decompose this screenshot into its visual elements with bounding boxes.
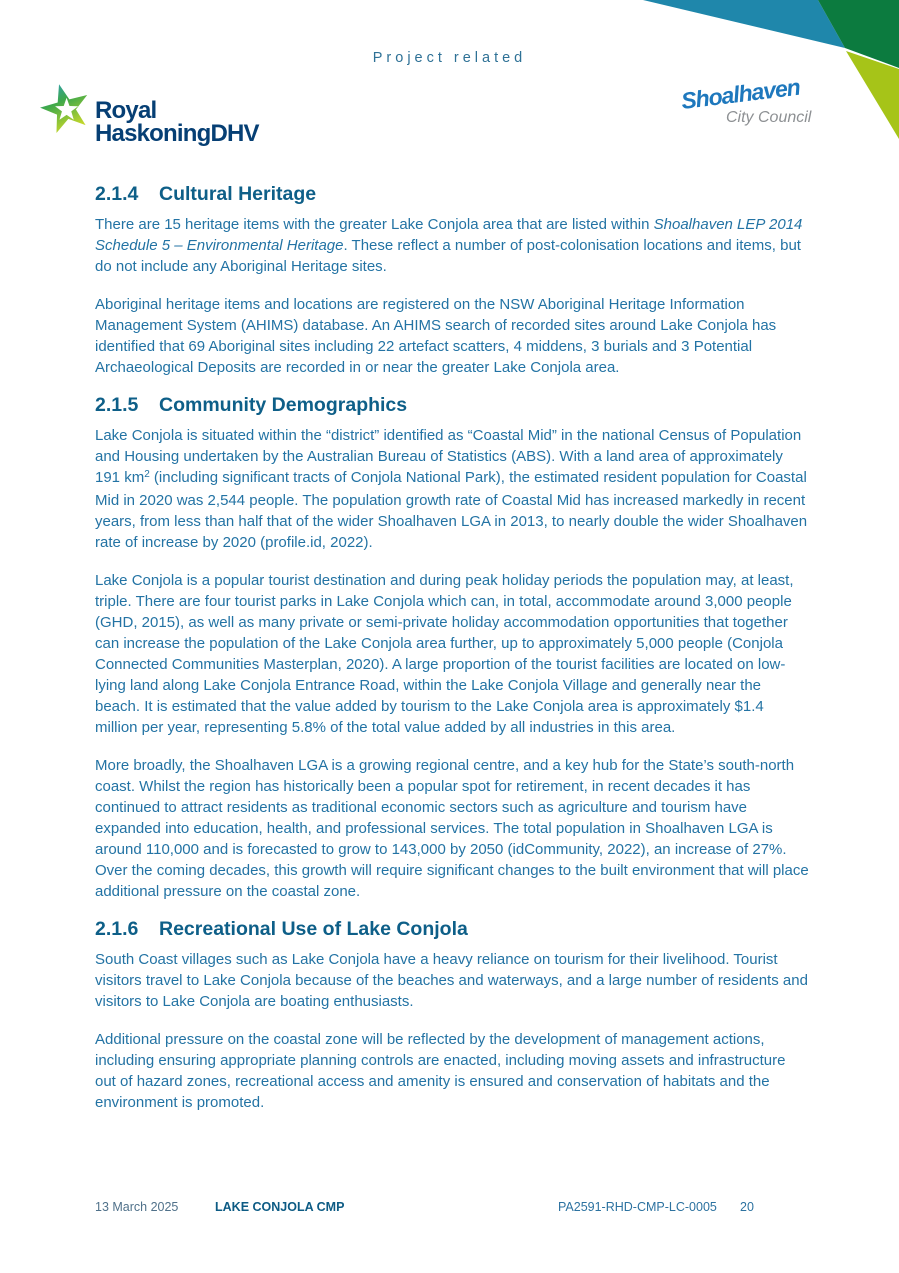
section-heading (95, 395, 809, 416)
section-title: Cultural Heritage (159, 183, 317, 205)
section-heading (95, 184, 809, 205)
body-text: There are 15 heritage items with the greater Lake Conjola area that are listed within (95, 216, 654, 233)
body-text: Lake Conjola is a popular tourist destination and during peak holiday periods the population may, at least, triple. There are four tourist parks in Lake Conjola which can, in total, accommodate around 3,000 people (GHD, 2015), as well as many private or semi-private holiday accommodation opportunities that together can increase the population of the Lake Conjola area further, up to approximately 5,000 people (Conjola Connected Communities Masterplan, 2020). A large proportion of the tourist facilities are located on low-lying land along Lake Conjola Entrance Road, within the Lake Conjola Village and generally near the beach. It is estimated that the value added by tourism to the Lake Conjola area is approximately $1.4 million per year, representing 5.8% of the total value added by all industries in this area. (95, 572, 794, 736)
rhdhv-logo-line1: Royal (95, 97, 157, 124)
paragraph (95, 294, 809, 378)
document-body (95, 184, 809, 1130)
footer-page-number: 20 (740, 1200, 754, 1214)
rhdhv-logo-line2: HaskoningDHV (95, 120, 259, 147)
footer-doc-ref: PA2591-RHD-CMP-LC-0005 (558, 1200, 717, 1214)
section-number: 2.1.5 (95, 394, 139, 416)
paragraph (95, 570, 809, 738)
header-project-related: Project related (372, 50, 527, 66)
section-heading (95, 919, 809, 940)
paragraph (95, 214, 809, 277)
footer-date: 13 March 2025 (95, 1200, 179, 1214)
corner-teal-triangle (643, 0, 845, 48)
body-text: More broadly, the Shoalhaven LGA is a growing regional centre, and a key hub for the State’s south-north coast. Whilst the region has historically been a popular spot for retirement, in recent decades it has continued to attract residents as traditional economic sectors such as agriculture and tourism have expanded into education, health, and professional services. The total population in Shoalhaven LGA is around 110,000 and is forecasted to grow to 143,000 by 2050 (idCommunity, 2022), an increase of 27%. Over the coming decades, this growth will require significant changes to the built environment that will place additional pressure on the coastal zone. (95, 757, 809, 900)
body-text: (including significant tracts of Conjola National Park), the estimated resident population for Coastal Mid in 2020 was 2,544 people. The population growth rate of Coastal Mid has increased markedly in recent years, from less than half that of the wider Shoalhaven LGA in 2013, to nearly double the wider Shoalhaven rate of increase by 2020 (profile.id, 2022). (95, 469, 808, 551)
section-title: Recreational Use of Lake Conjola (159, 918, 468, 940)
shoalhaven-city-council-logo (679, 73, 833, 138)
body-text: Aboriginal heritage items and locations are registered on the NSW Aboriginal Heritage Information Management System (AHIMS) database. An AHIMS search of recorded sites around Lake Conjola has identified that 69 Aboriginal sites including 22 artefact scatters, 4 middens, 3 burials and 3 Potential Archaeological Deposits are recorded in or near the greater Lake Conjola area. (95, 296, 777, 376)
section-number: 2.1.4 (95, 183, 139, 205)
page-footer (0, 1200, 899, 1218)
section-title: Community Demographics (159, 394, 408, 416)
italic-text: Shoalhaven LEP 2014 Schedule 5 – Environmental Heritage (95, 216, 803, 254)
paragraph (95, 949, 809, 1012)
body-text: South Coast villages such as Lake Conjola have a heavy reliance on tourism for their livelihood. Tourist visitors travel to Lake Conjola because of the beaches and waterways, and a large number of residents and visitors to Lake Conjola are boating enthusiasts. (95, 951, 808, 1010)
body-text: Additional pressure on the coastal zone will be reflected by the development of management actions, including ensuring appropriate planning controls are enacted, including moving assets and infrastructure out of hazard zones, recreational access and amenity is ensured and conservation of habitats and the environment is promoted. (95, 1031, 786, 1111)
body-text: Lake Conjola is situated within the “district” identified as “Coastal Mid” in the national Census of Population and Housing undertaken by the Australian Bureau of Statistics (ABS). With a land area of approximately 191 km (95, 427, 802, 486)
shoalhaven-logo-subtext: City Council (726, 109, 812, 126)
paragraph (95, 755, 809, 902)
superscript-text: 2 (144, 469, 150, 480)
paragraph (95, 425, 809, 553)
rhdhv-logo-text (95, 99, 259, 145)
rhdhv-star-icon (40, 66, 96, 152)
footer-doc-title: LAKE CONJOLA CMP (215, 1200, 345, 1214)
section-number: 2.1.6 (95, 918, 139, 940)
royal-haskoningdhv-logo (40, 66, 270, 156)
paragraph (95, 1029, 809, 1113)
shoalhaven-logo-script: Shoalhaven (679, 73, 802, 115)
body-text: . These reflect a number of post-colonisation locations and items, but do not include any Aboriginal Heritage sites. (95, 237, 801, 275)
